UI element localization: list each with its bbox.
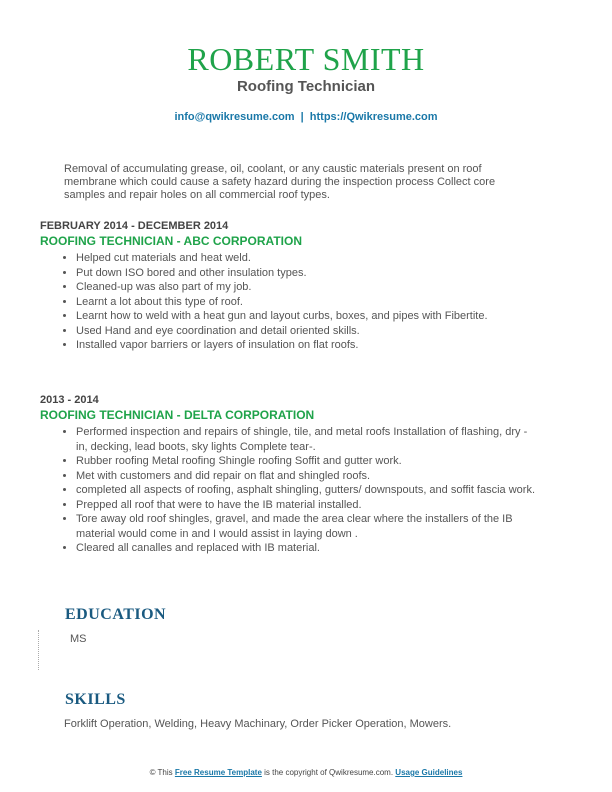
contact-separator: | bbox=[300, 111, 304, 123]
job-entry bbox=[40, 220, 540, 353]
job-bullet: • Helped cut materials and heat weld. bbox=[76, 251, 540, 266]
candidate-role: Roofing Technician bbox=[236, 78, 376, 95]
job-entry bbox=[40, 394, 540, 556]
footer-middle: is the copyright of Qwikresume.com. bbox=[264, 768, 394, 777]
job-bullet: • Tore away old roof shingles, gravel, and made the area clear where the installers of the IB material would come in and I would assist in laying down . bbox=[76, 512, 540, 541]
job-bullet: • Cleared all canalles and replaced with IB material. bbox=[76, 541, 540, 556]
job-title: ROOFING TECHNICIAN - DELTA CORPORATION bbox=[40, 408, 315, 422]
job-bullet: • Rubber roofing Metal roofing Shingle roofing Soffit and gutter work. bbox=[76, 454, 540, 469]
job-dates: FEBRUARY 2014 - DECEMBER 2014 bbox=[40, 220, 229, 232]
skills-heading: SKILLS bbox=[65, 691, 126, 708]
education-divider bbox=[38, 630, 39, 670]
footer bbox=[0, 768, 612, 777]
contact-line bbox=[0, 111, 612, 123]
job-title: ROOFING TECHNICIAN - ABC CORPORATION bbox=[40, 234, 302, 248]
job-bullet: • Performed inspection and repairs of shingle, tile, and metal roofs Installation of flashing, dry - in, decking, lead boots, sky lights Complete tear-. bbox=[76, 425, 540, 454]
job-bullet: • Installed vapor barriers or layers of insulation on flat roofs. bbox=[76, 338, 540, 353]
job-dates: 2013 - 2014 bbox=[40, 394, 99, 406]
free-resume-template-link[interactable]: Free Resume Template bbox=[174, 768, 262, 777]
job-bullets bbox=[40, 425, 540, 556]
job-bullet: • Met with customers and did repair on flat and shingled roofs. bbox=[76, 469, 540, 484]
job-bullet: • Learnt how to weld with a heat gun and layout curbs, boxes, and pipes with Fibertite. bbox=[76, 309, 540, 324]
job-bullets bbox=[40, 251, 540, 353]
website-link[interactable]: https://Qwikresume.com bbox=[309, 111, 438, 123]
footer-prefix: © This bbox=[149, 768, 173, 777]
education-heading: EDUCATION bbox=[65, 606, 167, 623]
skills-text: Forklift Operation, Welding, Heavy Machinary, Order Picker Operation, Mowers. bbox=[64, 718, 452, 730]
job-bullet: • Put down ISO bored and other insulation types. bbox=[76, 266, 540, 281]
job-bullet: • Cleaned-up was also part of my job. bbox=[76, 280, 540, 295]
candidate-name: ROBERT SMITH bbox=[187, 41, 425, 77]
usage-guidelines-link[interactable]: Usage Guidelines bbox=[395, 768, 463, 777]
job-bullet: • Learnt a lot about this type of roof. bbox=[76, 295, 540, 310]
job-bullet: • completed all aspects of roofing, asphalt shingling, gutters/ downspouts, and soffit fascia work. bbox=[76, 483, 540, 498]
email-link[interactable]: info@qwikresume.com bbox=[174, 111, 295, 123]
job-bullet: • Prepped all roof that were to have the IB material installed. bbox=[76, 498, 540, 513]
education-text: MS bbox=[70, 633, 87, 645]
summary-text: Removal of accumulating grease, oil, coolant, or any caustic materials present on roof membrane which could cause a safety hazard during the inspection process Collect core samples and repair holes on all commercial roof types. bbox=[64, 163, 496, 201]
job-bullet: • Used Hand and eye coordination and detail oriented skills. bbox=[76, 324, 540, 339]
